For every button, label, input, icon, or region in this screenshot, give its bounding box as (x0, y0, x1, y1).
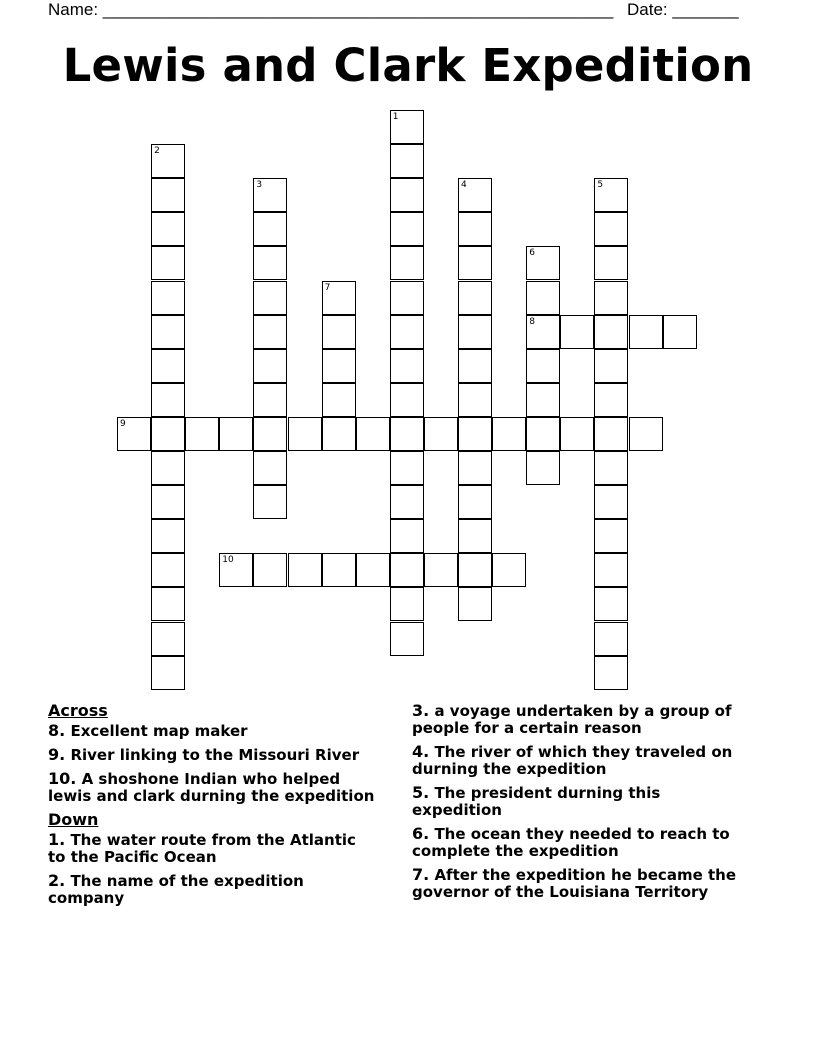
crossword-cell[interactable] (253, 485, 287, 519)
crossword-cell[interactable] (594, 281, 628, 315)
clue-down-3 (412, 702, 742, 737)
crossword-cell[interactable] (151, 315, 185, 349)
crossword-cell[interactable] (151, 178, 185, 212)
crossword-cell[interactable] (458, 553, 492, 587)
crossword-cell[interactable] (322, 553, 356, 587)
crossword-cell[interactable] (458, 349, 492, 383)
clue-text: After the expedition he became the governor of the Louisiana Territory (412, 866, 736, 901)
crossword-cell[interactable] (390, 553, 424, 587)
crossword-cell[interactable] (390, 349, 424, 383)
crossword-cell[interactable] (322, 417, 356, 451)
crossword-cell[interactable] (526, 383, 560, 417)
clue-text: A shoshone Indian who helped lewis and clark durning the expedition (48, 770, 375, 805)
crossword-cell[interactable] (458, 178, 492, 212)
clue-text: a voyage undertaken by a group of people for a certain reason (412, 702, 732, 737)
crossword-cell[interactable] (594, 485, 628, 519)
cell-number: 8 (529, 316, 535, 327)
crossword-cell[interactable] (185, 417, 219, 451)
crossword-cell[interactable] (594, 417, 628, 451)
crossword-cell[interactable] (526, 417, 560, 451)
crossword-cell[interactable] (526, 315, 560, 349)
crossword-cell[interactable] (322, 281, 356, 315)
crossword-cell[interactable] (253, 383, 287, 417)
clue-number: 10. (48, 769, 77, 788)
crossword-cell[interactable] (594, 383, 628, 417)
clue-number: 3. (412, 701, 430, 720)
cell-number: 5 (597, 180, 604, 191)
clue-number: 2. (48, 871, 66, 890)
crossword-cell[interactable] (219, 553, 253, 587)
crossword-cell[interactable] (253, 246, 287, 280)
crossword-cell[interactable] (458, 246, 492, 280)
crossword-cell[interactable] (151, 656, 185, 690)
crossword-cell[interactable] (390, 519, 424, 553)
crossword-cell[interactable] (151, 383, 185, 417)
crossword-cell[interactable] (526, 246, 560, 280)
clue-text: The river of which they traveled on durning the expedition (412, 743, 733, 778)
crossword-cell[interactable] (151, 519, 185, 553)
clue-number: 4. (412, 742, 430, 761)
date-field-label: Date: _______ (627, 0, 739, 19)
crossword-cell[interactable] (390, 315, 424, 349)
crossword-cell[interactable] (288, 553, 322, 587)
clue-text: The water route from the Atlantic to the Pacific Ocean (48, 831, 356, 866)
clue-across-8 (48, 722, 378, 740)
clues-column-left (48, 702, 378, 913)
crossword-cell[interactable] (594, 315, 628, 349)
crossword-cell[interactable] (151, 553, 185, 587)
crossword-cell[interactable] (322, 349, 356, 383)
crossword-cell[interactable] (288, 417, 322, 451)
crossword-cell[interactable] (219, 417, 253, 451)
crossword-cell[interactable] (390, 622, 424, 656)
crossword-cell[interactable] (151, 417, 185, 451)
crossword-cell[interactable] (458, 212, 492, 246)
crossword-cell[interactable] (560, 315, 594, 349)
crossword-cell[interactable] (356, 553, 390, 587)
clue-down-7 (412, 866, 742, 901)
crossword-cell[interactable] (594, 587, 628, 621)
crossword-cell[interactable] (151, 144, 185, 178)
crossword-cell[interactable] (629, 417, 663, 451)
crossword-cell[interactable] (629, 315, 663, 349)
clue-number: 1. (48, 830, 66, 849)
cell-number: 10 (222, 555, 234, 566)
crossword-cell[interactable] (663, 315, 697, 349)
clue-down-6 (412, 825, 742, 860)
clue-down-1 (48, 831, 378, 866)
crossword-cell[interactable] (390, 485, 424, 519)
crossword-cell[interactable] (594, 178, 628, 212)
crossword-cell[interactable] (594, 451, 628, 485)
crossword-cell[interactable] (322, 383, 356, 417)
crossword-cell[interactable] (458, 315, 492, 349)
crossword-cell[interactable] (424, 417, 458, 451)
clue-down-4 (412, 743, 742, 778)
crossword-cell[interactable] (390, 110, 424, 144)
crossword-cell[interactable] (458, 451, 492, 485)
crossword-cell[interactable] (253, 281, 287, 315)
clue-down-5 (412, 784, 742, 819)
crossword-cell[interactable] (594, 622, 628, 656)
crossword-cell[interactable] (151, 622, 185, 656)
crossword-cell[interactable] (253, 553, 287, 587)
crossword-cell[interactable] (458, 281, 492, 315)
clue-number: 5. (412, 783, 430, 802)
crossword-cell[interactable] (253, 451, 287, 485)
cell-number: 1 (392, 112, 399, 122)
crossword-cell[interactable] (253, 178, 287, 212)
crossword-cell[interactable] (492, 553, 526, 587)
crossword-cell[interactable] (390, 451, 424, 485)
name-field-label: Name: ______________________________________________________ (48, 0, 614, 19)
crossword-cell[interactable] (594, 349, 628, 383)
crossword-cell[interactable] (390, 144, 424, 178)
cell-number: 2 (154, 146, 160, 157)
cell-number: 6 (529, 248, 535, 259)
clue-across-10 (48, 770, 378, 805)
clue-text: Excellent map maker (70, 722, 248, 740)
crossword-cell[interactable] (390, 212, 424, 246)
crossword-cell[interactable] (151, 485, 185, 519)
clue-text: The name of the expedition company (48, 872, 304, 907)
crossword-cell[interactable] (151, 246, 185, 280)
crossword-cell[interactable] (560, 417, 594, 451)
crossword-cell[interactable] (458, 519, 492, 553)
crossword-cell[interactable] (594, 656, 628, 690)
across-heading: Across (48, 701, 108, 720)
crossword-cell[interactable] (390, 417, 424, 451)
crossword-cell[interactable] (594, 553, 628, 587)
crossword-cell[interactable] (151, 349, 185, 383)
crossword-cell[interactable] (117, 417, 151, 451)
crossword-cell[interactable] (390, 246, 424, 280)
crossword-cell[interactable] (390, 178, 424, 212)
crossword-cell[interactable] (151, 281, 185, 315)
crossword-cell[interactable] (253, 349, 287, 383)
crossword-cell[interactable] (253, 417, 287, 451)
crossword-cell[interactable] (322, 315, 356, 349)
crossword-cell[interactable] (458, 383, 492, 417)
crossword-cell[interactable] (526, 281, 560, 315)
crossword-cell[interactable] (390, 587, 424, 621)
crossword-cell[interactable] (151, 451, 185, 485)
crossword-cell[interactable] (458, 587, 492, 621)
crossword-cell[interactable] (151, 587, 185, 621)
crossword-cell[interactable] (356, 417, 390, 451)
crossword-cell[interactable] (390, 383, 424, 417)
crossword-cell[interactable] (526, 349, 560, 383)
crossword-cell[interactable] (253, 212, 287, 246)
clue-text: The president durning this expedition (412, 784, 661, 819)
crossword-cell[interactable] (151, 212, 185, 246)
cell-number: 7 (324, 282, 331, 293)
cell-number: 3 (256, 180, 263, 191)
cell-number: 4 (461, 180, 467, 191)
clue-number: 7. (412, 865, 430, 884)
crossword-cell[interactable] (492, 417, 526, 451)
crossword-cell[interactable] (458, 485, 492, 519)
clue-number: 6. (412, 824, 430, 843)
crossword-cell[interactable] (594, 246, 628, 280)
clues-column-right (412, 702, 742, 907)
clue-number: 9. (48, 745, 66, 764)
crossword-cell[interactable] (594, 212, 628, 246)
crossword-cell[interactable] (526, 451, 560, 485)
clue-down-2 (48, 872, 378, 907)
crossword-cell[interactable] (390, 281, 424, 315)
crossword-cell[interactable] (594, 519, 628, 553)
clue-number: 8. (48, 721, 66, 740)
clue-across-9 (48, 746, 378, 764)
clue-text: River linking to the Missouri River (70, 746, 360, 764)
crossword-cell[interactable] (458, 417, 492, 451)
down-heading: Down (48, 810, 99, 829)
crossword-cell[interactable] (424, 553, 458, 587)
crossword-cell[interactable] (253, 315, 287, 349)
clue-text: The ocean they needed to reach to complete the expedition (412, 825, 730, 860)
page-title: Lewis and Clark Expedition (62, 39, 754, 92)
cell-number: 9 (120, 418, 126, 429)
